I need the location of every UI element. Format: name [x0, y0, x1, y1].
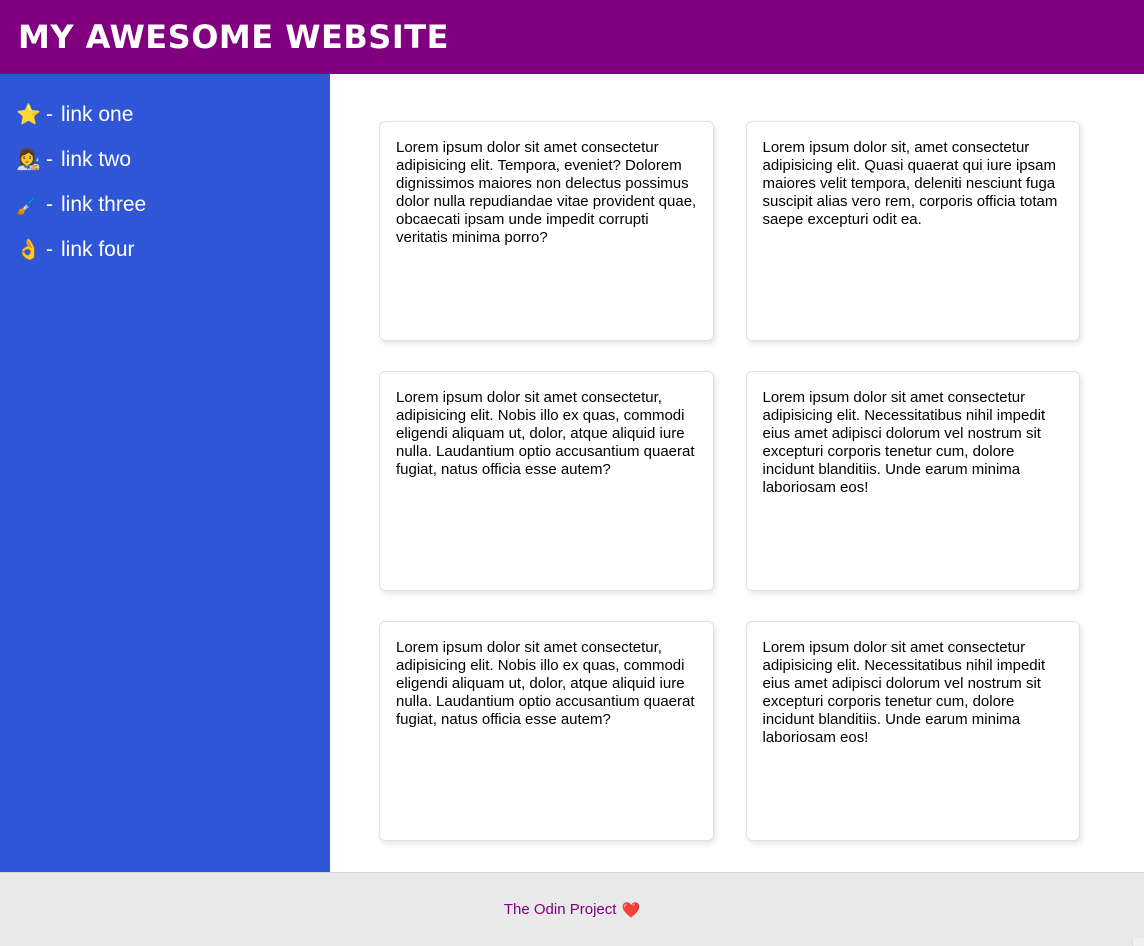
card-grid	[379, 121, 1080, 841]
card-text: Lorem ipsum dolor sit amet consectetur, adipisicing elit. Nobis illo ex quas, commodi eligendi aliquam ut, dolor, atque aliquid iure nulla. Laudantium optio accusantium quaerat fugiat, natus officia esse autem?	[396, 389, 695, 478]
content-card	[379, 371, 714, 591]
card-text: Lorem ipsum dolor sit, amet consectetur adipisicing elit. Quasi quaerat qui iure ipsam maiores velit tempora, deleniti nesciunt fuga suscipit alias vero rem, corporis officia totam saepe excepturi odit ea.	[762, 139, 1058, 228]
content-card	[746, 121, 1081, 341]
sidebar-item-dash: -	[46, 238, 53, 262]
sidebar-nav	[0, 74, 330, 872]
page-body	[0, 74, 1144, 872]
sidebar-item-label: link four	[61, 238, 135, 262]
card-text: Lorem ipsum dolor sit amet consectetur adipisicing elit. Necessitatibus nihil impedit eius amet adipisci dolorum vel nostrum sit excepturi corporis tenetur cum, dolore incidunt blanditiis. Unde earum minima laboriosam eos!	[762, 389, 1046, 496]
main-content	[330, 74, 1144, 872]
sidebar-item-label: link one	[61, 103, 134, 126]
site-header	[0, 0, 1144, 74]
star-icon: ⭐	[16, 103, 41, 126]
woman-artist-icon: 👩‍🎨	[16, 148, 41, 171]
heart-icon: ❤️	[621, 901, 641, 919]
content-card	[379, 621, 714, 841]
sidebar-item-label: link three	[61, 193, 147, 217]
card-text: Lorem ipsum dolor sit amet consectetur, adipisicing elit. Nobis illo ex quas, commodi eligendi aliquam ut, dolor, atque aliquid iure nulla. Laudantium optio accusantium quaerat fugiat, natus officia esse autem?	[396, 639, 695, 728]
sidebar-item-link-two[interactable]	[0, 137, 330, 182]
sidebar-item-label: link two	[61, 148, 132, 172]
footer-text: The Odin Project	[503, 901, 617, 918]
page-title: MY AWESOME WEBSITE	[18, 18, 449, 56]
sidebar-item-link-three[interactable]	[0, 182, 330, 227]
paintbrush-icon: 🖌️	[16, 193, 41, 216]
sidebar-item-dash: -	[46, 103, 53, 126]
sidebar-item-dash: -	[46, 193, 53, 217]
scrollbar-corner[interactable]	[1132, 938, 1144, 946]
content-card	[746, 621, 1081, 841]
ok-hand-icon: 👌	[16, 238, 41, 261]
site-footer	[0, 872, 1144, 946]
card-text: Lorem ipsum dolor sit amet consectetur adipisicing elit. Necessitatibus nihil impedit eius amet adipisci dolorum vel nostrum sit excepturi corporis tenetur cum, dolore incidunt blanditiis. Unde earum minima laboriosam eos!	[762, 639, 1046, 746]
card-text: Lorem ipsum dolor sit amet consectetur adipisicing elit. Tempora, eveniet? Dolorem dignissimos maiores non delectus possimus dolor nulla repudiandae vitae provident quae, obcaecati ipsam unde impedit corrupti veritatis minima porro?	[396, 139, 697, 246]
sidebar-item-dash: -	[46, 148, 53, 172]
content-card	[379, 121, 714, 341]
sidebar-item-link-four[interactable]	[0, 227, 330, 272]
sidebar-item-link-one[interactable]	[0, 92, 330, 137]
content-card	[746, 371, 1081, 591]
